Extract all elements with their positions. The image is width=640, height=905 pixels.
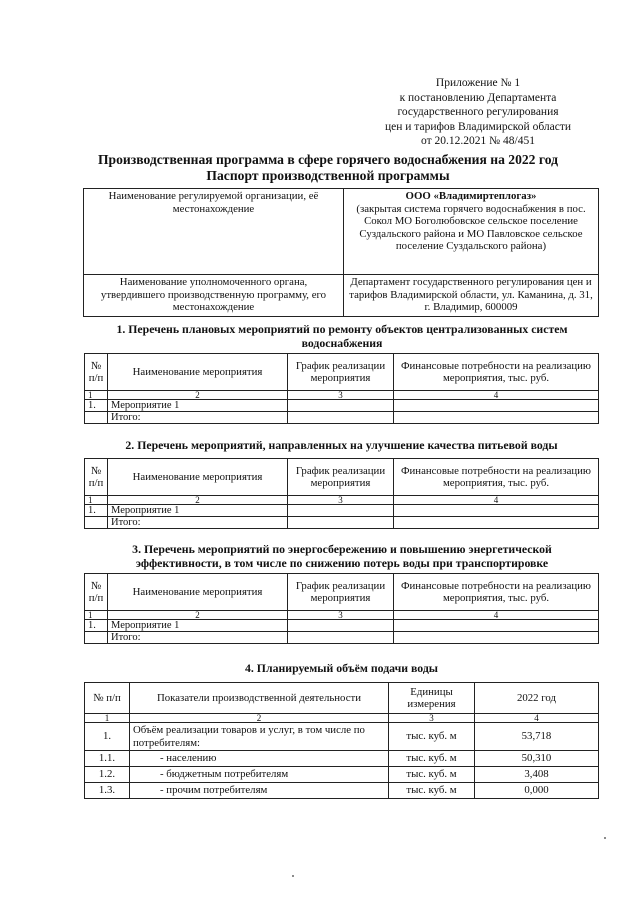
appendix-line: цен и тарифов Владимирской области — [384, 120, 572, 133]
passport-table — [83, 188, 599, 317]
row-schedule — [288, 620, 394, 632]
total-schedule — [288, 632, 394, 644]
header-name: Наименование мероприятия — [108, 354, 288, 391]
title-line-2: Паспорт производственной программы — [206, 168, 450, 183]
vol-row-unit: тыс. куб. м — [389, 723, 475, 751]
vol-header-year: 2022 год — [475, 683, 599, 714]
appendix-line: к постановлению Департамента — [399, 91, 557, 104]
header-name: Наименование мероприятия — [108, 574, 288, 611]
idx-cell: 1 — [85, 391, 108, 400]
header-finance: Финансовые потребности на реализацию мероприятия, тыс. руб. — [394, 354, 599, 391]
header-schedule: График реализации мероприятия — [288, 354, 394, 391]
vol-row-value: 50,310 — [475, 751, 599, 767]
vol-row-value: 53,718 — [475, 723, 599, 751]
idx-cell: 3 — [288, 391, 394, 400]
vol-row-num: 1.1. — [85, 751, 130, 767]
scan-speck — [292, 875, 294, 877]
total-schedule — [288, 412, 394, 424]
idx-cell: 1 — [85, 611, 108, 620]
row-num: 1. — [85, 400, 108, 412]
header-num: № п/п — [85, 574, 108, 611]
idx-cell: 4 — [394, 611, 599, 620]
total-num — [85, 412, 108, 424]
vol-row-unit: тыс. куб. м — [389, 767, 475, 783]
section-4-title: 4. Планируемый объём подачи воды — [244, 661, 439, 675]
vol-header-num: № п/п — [85, 683, 130, 714]
total-schedule — [288, 517, 394, 529]
row-finance — [394, 620, 599, 632]
header-name: Наименование мероприятия — [108, 459, 288, 496]
header-num: № п/п — [85, 459, 108, 496]
section-3-title: 3. Перечень мероприятий по энергосбережению и повышению энергетической эффективности, в том числе по снижению потерь воды при транспортировке — [132, 542, 552, 570]
idx-cell: 4 — [394, 391, 599, 400]
header-schedule: График реализации мероприятия — [288, 574, 394, 611]
row-finance — [394, 400, 599, 412]
idx-cell: 1 — [85, 714, 130, 723]
vol-row-unit: тыс. куб. м — [389, 751, 475, 767]
vol-row-name: - населению — [130, 751, 389, 767]
idx-cell: 2 — [130, 714, 389, 723]
header-schedule: График реализации мероприятия — [288, 459, 394, 496]
total-finance — [394, 517, 599, 529]
total-num — [85, 517, 108, 529]
total-finance — [394, 632, 599, 644]
header-num: № п/п — [85, 354, 108, 391]
org-details: (закрытая система горячего водоснабжения в пос. Сокол МО Боголюбовское сельское поселение Суздальского района и МО Павловское сельское поселение Суздальского района) — [356, 202, 586, 252]
row-name: Мероприятие 1 — [108, 400, 288, 412]
idx-cell: 4 — [394, 496, 599, 505]
total-label: Итого: — [108, 517, 288, 529]
total-num — [85, 632, 108, 644]
section-3-table — [84, 573, 599, 644]
section-2-title: 2. Перечень мероприятий, направленных на улучшение качества питьевой воды — [125, 438, 558, 452]
row-name: Мероприятие 1 — [108, 620, 288, 632]
total-label: Итого: — [108, 632, 288, 644]
section-1-table — [84, 353, 599, 424]
vol-row-num: 1.3. — [85, 783, 130, 799]
appendix-line: от 20.12.2021 № 48/451 — [421, 135, 535, 147]
scan-speck — [604, 837, 606, 839]
vol-header-unit: Единицы измерения — [389, 683, 475, 714]
row-num: 1. — [85, 505, 108, 517]
org-cell — [344, 189, 599, 275]
idx-cell: 2 — [108, 496, 288, 505]
row-num: 1. — [85, 620, 108, 632]
total-finance — [394, 412, 599, 424]
vol-header-indicator: Показатели производственной деятельности — [130, 683, 389, 714]
row-finance — [394, 505, 599, 517]
volume-table — [84, 682, 599, 799]
row-schedule — [288, 505, 394, 517]
appendix-line: государственного регулирования — [397, 106, 559, 118]
vol-row-value: 0,000 — [475, 783, 599, 799]
authority-value: Департамент государственного регулирования цен и тарифов Владимирской области, ул. Каманина, д. 31, г. Владимир, 600009 — [344, 275, 599, 317]
idx-cell: 2 — [108, 611, 288, 620]
vol-row-unit: тыс. куб. м — [389, 783, 475, 799]
authority-label: Наименование уполномоченного органа, утвердившего производственную программу, его местонахождение — [84, 275, 344, 317]
idx-cell: 3 — [389, 714, 475, 723]
vol-row-num: 1. — [85, 723, 130, 751]
vol-row-name: - прочим потребителям — [130, 783, 389, 799]
idx-cell: 4 — [475, 714, 599, 723]
vol-row-name: Объём реализации товаров и услуг, в том числе по потребителям: — [130, 723, 389, 751]
idx-cell: 2 — [108, 391, 288, 400]
document-title — [30, 152, 626, 184]
header-finance: Финансовые потребности на реализацию мероприятия, тыс. руб. — [394, 574, 599, 611]
header-finance: Финансовые потребности на реализацию мероприятия, тыс. руб. — [394, 459, 599, 496]
appendix-block — [356, 76, 600, 149]
section-1-title: 1. Перечень плановых мероприятий по ремонту объектов централизованных систем водоснабжения — [116, 322, 568, 350]
title-line-1: Производственная программа в сфере горячего водоснабжения на 2022 год — [97, 152, 558, 167]
section-2-table — [84, 458, 599, 529]
org-label: Наименование регулируемой организации, её местонахождение — [84, 189, 344, 275]
org-name: ООО «Владимиртеплогаз» — [405, 190, 537, 202]
idx-cell: 1 — [85, 496, 108, 505]
appendix-line: Приложение № 1 — [435, 77, 521, 89]
idx-cell: 3 — [288, 496, 394, 505]
total-label: Итого: — [108, 412, 288, 424]
row-name: Мероприятие 1 — [108, 505, 288, 517]
vol-row-value: 3,408 — [475, 767, 599, 783]
vol-row-name: - бюджетным потребителям — [130, 767, 389, 783]
row-schedule — [288, 400, 394, 412]
idx-cell: 3 — [288, 611, 394, 620]
vol-row-num: 1.2. — [85, 767, 130, 783]
